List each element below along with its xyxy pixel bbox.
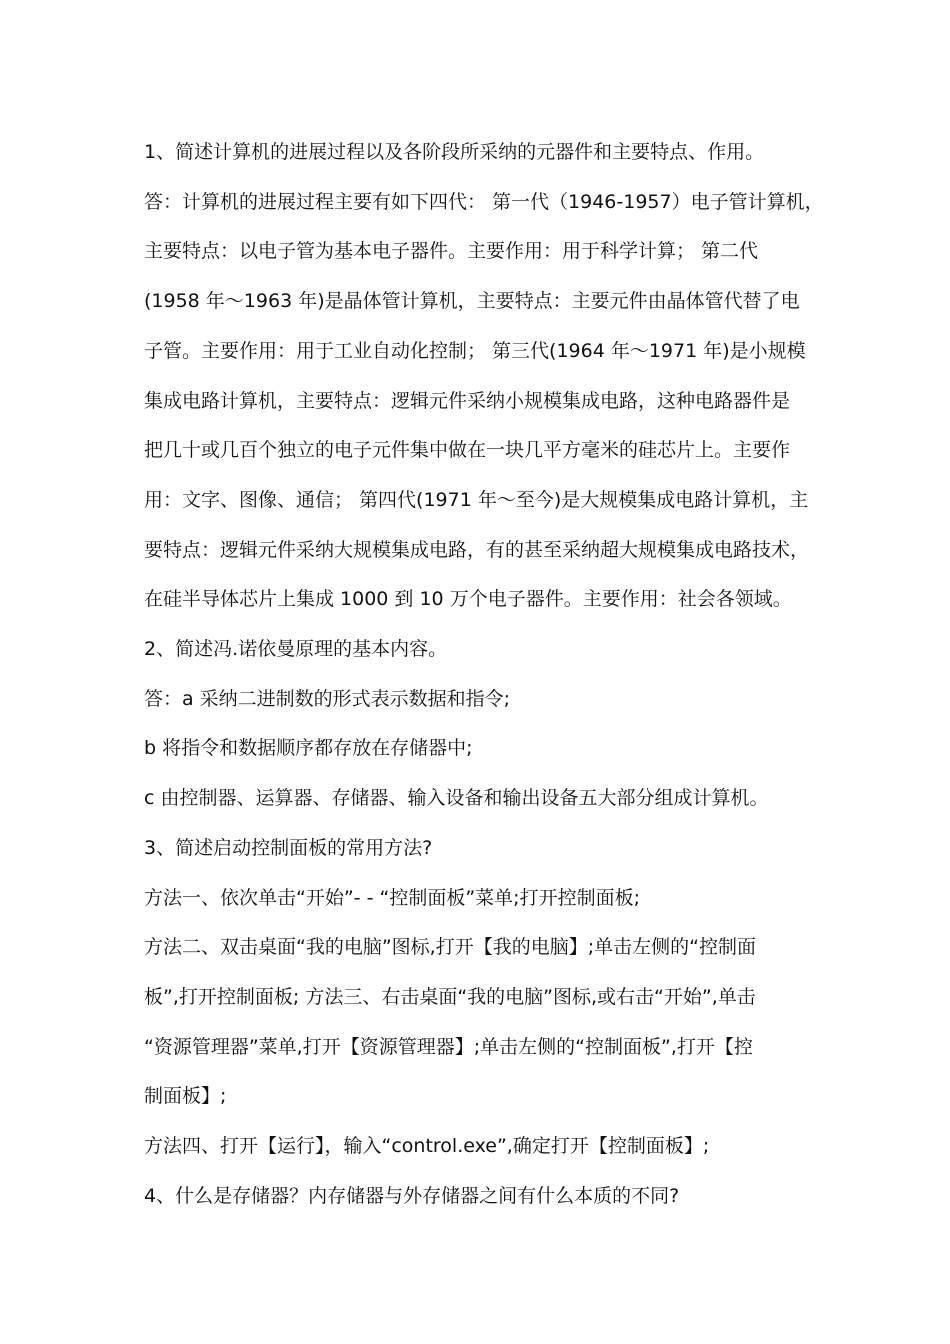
text-line: c 由控制器、运算器、存储器、输入设备和输出设备五大部分组成计算机。 <box>144 787 769 810</box>
text-line: 4、什么是存储器？内存储器与外存储器之间有什么本质的不同? <box>144 1184 680 1207</box>
text-line: 子管。主要作用：用于工业自动化控制； 第三代(1964 年～1971 年)是小规模 <box>144 339 806 362</box>
text-line: (1958 年～1963 年)是晶体管计算机，主要特点：主要元件由晶体管代替了电 <box>144 290 800 313</box>
document-body <box>144 128 824 1221</box>
text-line: 1、简述计算机的进展过程以及各阶段所采纳的元器件和主要特点、作用。 <box>144 141 765 163</box>
text-line: 答：计算机的进展过程主要有如下四代： 第一代（1946-1957）电子管计算机， <box>144 190 824 213</box>
text-line: 方法四、打开【运行】，输入“control.exe”,确定打开【控制面板】; <box>144 1135 710 1158</box>
text-line: 在硅半导体芯片上集成 1000 到 10 万个电子器件。主要作用：社会各领域。 <box>144 588 792 611</box>
text-line: 方法二、双击桌面“我的电脑”图标,打开【我的电脑】;单击左侧的“控制面 <box>144 936 756 959</box>
text-line: 要特点：逻辑元件采纳大规模集成电路，有的甚至采纳超大规模集成电路技术， <box>144 538 810 561</box>
text-line: 制面板】; <box>144 1085 227 1108</box>
text-line: b 将指令和数据顺序都存放在存储器中; <box>144 737 473 760</box>
text-line: 集成电路计算机，主要特点：逻辑元件采纳小规模集成电路，这种电路器件是 <box>144 389 791 412</box>
text-line: 答：a 采纳二进制数的形式表示数据和指令; <box>144 687 511 710</box>
text-line: 主要特点：以电子管为基本电子器件。主要作用：用于科学计算； 第二代 <box>144 240 759 263</box>
text-line: 把几十或几百个独立的电子元件集中做在一块几平方毫米的硅芯片上。主要作 <box>144 439 791 462</box>
text-line: 3、简述启动控制面板的常用方法? <box>144 836 433 859</box>
text-line: 方法一、依次单击“开始”- - “控制面板”菜单;打开控制面板; <box>144 886 640 909</box>
text-line: “资源管理器”菜单,打开【资源管理器】;单击左侧的“控制面板”,打开【控 <box>144 1035 753 1058</box>
text-line: 用：文字、图像、通信； 第四代(1971 年～至今)是大规模集成电路计算机，主 <box>144 488 809 511</box>
text-line: 2、简述冯.诺依曼原理的基本内容。 <box>144 638 448 661</box>
text-line: 板”,打开控制面板; 方法三、右击桌面“我的电脑”图标,或右击“开始”,单击 <box>144 985 756 1008</box>
